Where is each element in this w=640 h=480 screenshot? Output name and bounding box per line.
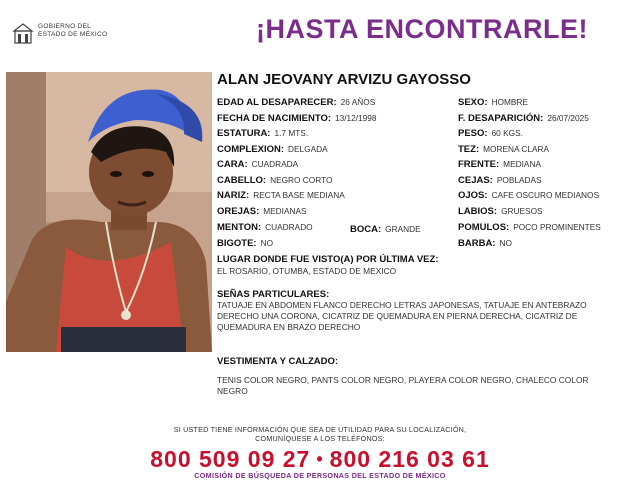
phone-separator: •	[316, 449, 324, 469]
logo-text-line1: GOBIERNO DEL	[38, 23, 92, 30]
state-seal-icon	[12, 22, 34, 46]
marks-label: SEÑAS PARTICULARES:	[217, 289, 330, 300]
field-peso: PESO: 60 KGS.	[458, 128, 523, 139]
person-photo-illustration	[6, 72, 212, 352]
field-complexion: COMPLEXION: DELGADA	[217, 144, 328, 155]
field-labios: LABIOS: GRUESOS	[458, 206, 543, 217]
last-seen-label: LUGAR DONDE FUE VISTO(A) POR ÚLTIMA VEZ:	[217, 254, 439, 265]
field-barba: BARBA: NO	[458, 238, 512, 249]
field-menton: MENTON: CUADRADO	[217, 222, 313, 233]
last-seen-value: EL ROSARIO, OTUMBA, ESTADO DE MEXICO	[217, 266, 397, 276]
person-name: ALAN JEOVANY ARVIZU GAYOSSO	[217, 71, 471, 88]
field-nariz: NARIZ: RECTA BASE MEDIANA	[217, 190, 345, 201]
field-ojos: OJOS: CAFE OSCURO MEDIANOS	[458, 190, 599, 201]
organization-name: COMISIÓN DE BÚSQUEDA DE PERSONAS DEL ESTADO DE MÉXICO	[194, 471, 446, 480]
phone-number-2[interactable]: 800 216 03 61	[329, 446, 490, 472]
field-fecha-desaparicion: F. DESAPARICIÓN: 26/07/2025	[458, 113, 589, 124]
logo-text-line2: ESTADO DE MÉXICO	[38, 31, 108, 38]
field-estatura: ESTATURA: 1.7 MTS.	[217, 128, 309, 139]
field-cabello: CABELLO: NEGRO CORTO	[217, 175, 333, 186]
page-title: ¡HASTA ENCONTRARLE!	[256, 14, 588, 44]
field-tez: TEZ: MORENA CLARA	[458, 144, 550, 155]
government-logo	[12, 20, 132, 50]
field-orejas: OREJAS: MEDIANAS	[217, 206, 307, 217]
phone-numbers	[0, 446, 640, 473]
clothing-value: TENIS COLOR NEGRO, PANTS COLOR NEGRO, PLAYERA COLOR NEGRO, CHALECO COLOR NEGRO	[217, 375, 589, 396]
field-bigote: BIGOTE: NO	[217, 238, 274, 249]
missing-person-photo	[6, 72, 212, 352]
logo-text	[38, 23, 107, 39]
marks-value: TATUAJE EN ABDOMEN FLANCO DERECHO LETRAS JAPONESAS, TATUAJE EN ANTEBRAZO DERECHO UNA CORONA, CICATRIZ DE QUEMADURA EN PIERNA DERECHA, CICATRIZ DE QUEMADURA EN BRAZO DERECHO	[217, 300, 587, 332]
info-line1: SI USTED TIENE INFORMACIÓN QUE SEA DE UTILIDAD PARA SU LOCALIZACIÓN,	[173, 425, 467, 434]
field-sexo: SEXO: HOMBRE	[458, 97, 528, 108]
field-boca: BOCA: GRANDE	[350, 224, 421, 235]
phone-number-1[interactable]: 800 509 09 27	[150, 446, 311, 472]
field-edad: EDAD AL DESAPARECER: 26 AÑOS	[217, 97, 376, 108]
info-line2: COMUNÍQUESE A LOS TELÉFONOS:	[255, 434, 385, 443]
field-fecha-nacimiento: FECHA DE NACIMIENTO: 13/12/1998	[217, 113, 377, 124]
field-cejas: CEJAS: POBLADAS	[458, 175, 542, 186]
clothing-label: VESTIMENTA Y CALZADO:	[217, 356, 339, 367]
field-cara: CARA: CUADRADA	[217, 159, 299, 170]
field-frente: FRENTE: MEDIANA	[458, 159, 541, 170]
field-pomulos: POMULOS: POCO PROMINENTES	[458, 222, 601, 233]
